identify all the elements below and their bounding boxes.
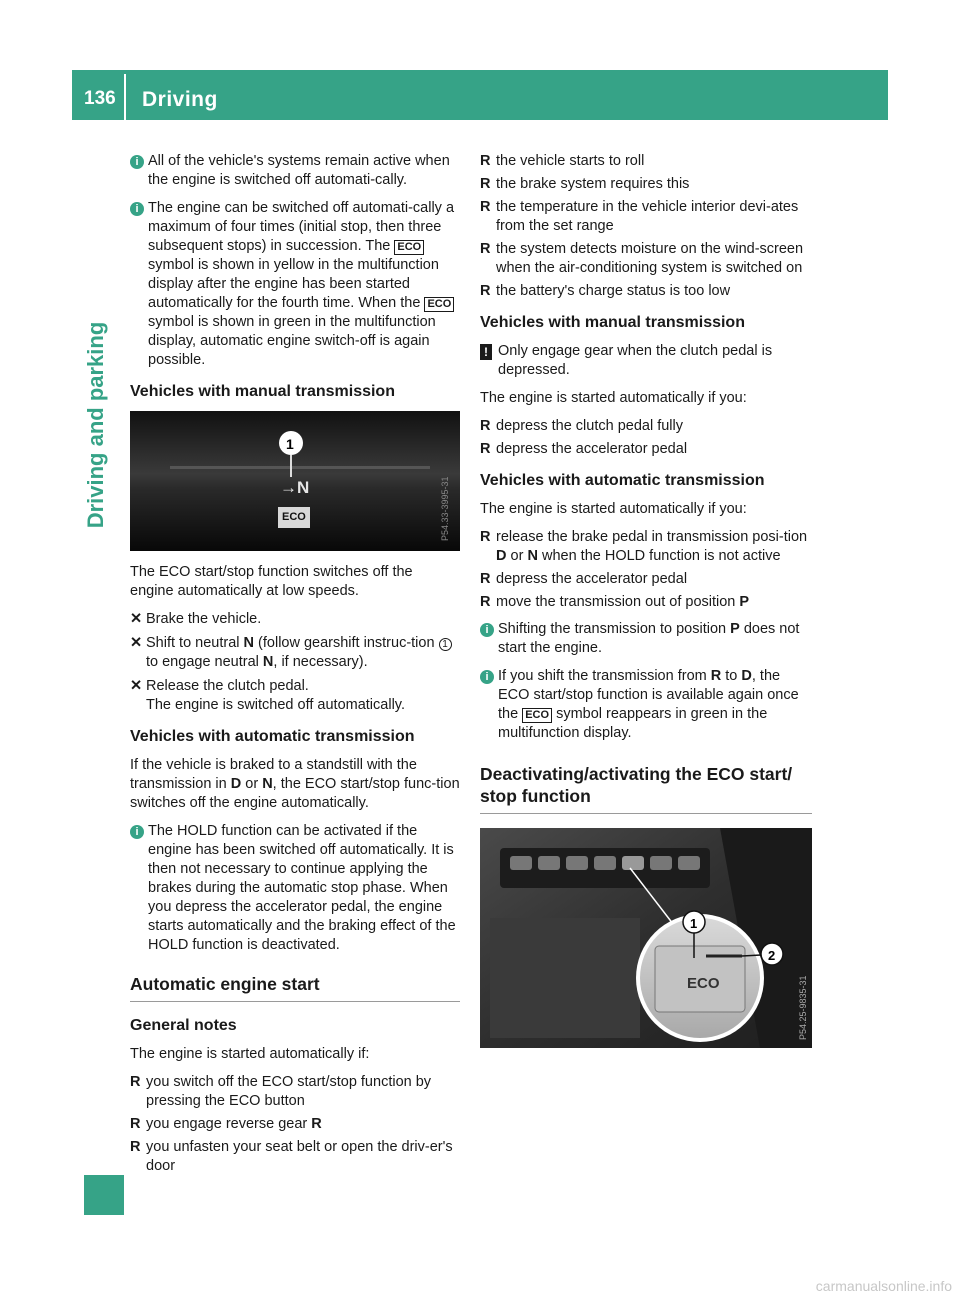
step-text: to engage neutral — [146, 654, 259, 670]
gear-indicator: →N — [280, 478, 310, 497]
list-item — [130, 1115, 460, 1134]
list-text: the brake system requires this — [496, 176, 690, 192]
gear-label: N — [262, 776, 273, 792]
gear-label: P — [730, 621, 740, 637]
info-note — [480, 620, 812, 658]
bullet-icon: R — [480, 153, 491, 169]
list-text: depress the accelerator pedal — [496, 571, 688, 587]
step-arrow-icon: ✕ — [130, 678, 143, 694]
left-column — [130, 152, 460, 1184]
step-item — [130, 677, 460, 715]
page-title: Driving — [142, 88, 218, 111]
list-text: or — [510, 548, 524, 564]
eco-indicator: ECO — [278, 507, 310, 528]
page-number: 136 — [84, 88, 116, 109]
info-text: to — [725, 668, 738, 684]
chapter-tab — [82, 300, 110, 550]
info-text: All of the vehicle's systems remain active when the engine is switched off automati-cally. — [148, 153, 450, 188]
info-text: symbol is shown in green in the multifunction display, automatic engine switch-off is again possible. — [148, 314, 436, 368]
step-list — [130, 610, 460, 715]
list-item — [130, 1073, 460, 1111]
callout-1: 1 — [286, 436, 294, 452]
info-icon: i — [480, 623, 494, 637]
paragraph-text: or — [245, 776, 259, 792]
list-item — [480, 240, 812, 278]
condition-list — [480, 152, 812, 301]
info-text: The HOLD function can be activated if the engine has been switched off automatically. It is then not necessary to continue applying the brakes during the automatic stop phase. When you depress the accelerator pedal, the engine starts automatically and the braking effect of the HOLD function is deactivated. — [148, 823, 456, 953]
list-item — [480, 175, 812, 194]
callout-2: 2 — [768, 948, 776, 963]
right-column — [480, 152, 812, 1060]
step-item — [130, 634, 460, 672]
paragraph — [130, 756, 460, 813]
info-icon: i — [130, 202, 144, 216]
list-item — [480, 440, 812, 459]
gear-label: N — [262, 654, 274, 670]
bullet-icon: R — [130, 1139, 141, 1155]
bullet-icon: R — [130, 1116, 141, 1132]
footer-watermark: carmanualsonline.info — [815, 1278, 952, 1294]
bullet-icon: R — [480, 241, 491, 257]
list-text: the battery's charge status is too low — [496, 283, 731, 299]
step-item — [130, 610, 460, 629]
list-text: when the HOLD function is not active — [541, 548, 781, 564]
list-item — [480, 152, 812, 171]
list-item — [480, 417, 812, 436]
callout-ref: 1 — [439, 638, 452, 651]
info-icon: i — [480, 670, 494, 684]
bullet-icon: R — [480, 529, 491, 545]
gear-label: R — [311, 1116, 322, 1132]
step-result: The engine is switched off automatically. — [146, 697, 405, 713]
eco-symbol: ECO — [522, 708, 552, 723]
section-heading: Vehicles with automatic transmission — [480, 472, 765, 489]
list-text: release the brake pedal in transmission posi-tion — [496, 529, 808, 545]
info-text: symbol is shown in yellow in the multifunction display after the engine has been started automatically for the fourth time. When the — [148, 257, 439, 311]
heading-rule — [480, 813, 812, 814]
info-note — [130, 822, 460, 955]
paragraph: The engine is started automatically if you: — [480, 390, 747, 406]
warning-icon: ! — [480, 344, 492, 360]
gear-label: D — [741, 668, 752, 684]
gear-label: P — [739, 594, 750, 610]
list-text: depress the clutch pedal fully — [496, 418, 683, 434]
info-text: , the ECO start/stop function is available again once the — [498, 668, 799, 722]
paragraph: The engine is started automatically if: — [130, 1046, 370, 1062]
list-item — [480, 282, 812, 301]
bullet-icon: R — [480, 571, 491, 587]
info-note — [130, 199, 460, 370]
section-heading: Vehicles with automatic transmission — [130, 728, 415, 745]
step-text: , if necessary). — [273, 654, 368, 670]
section-heading: Deactivating/activating the ECO start/ stop function — [480, 764, 793, 806]
eco-button-figure — [480, 828, 812, 1048]
section-heading: Vehicles with manual transmission — [130, 383, 395, 400]
paragraph: The engine is started automatically if you: — [480, 501, 747, 517]
condition-list — [130, 1073, 460, 1176]
eco-button-label: ECO — [687, 975, 720, 992]
list-text: the vehicle starts to roll — [496, 153, 645, 169]
list-item — [480, 528, 812, 566]
bullet-icon: R — [480, 283, 491, 299]
figure-code: P54.25-9835-31 — [798, 975, 808, 1040]
step-text: Release the clutch pedal. — [146, 678, 309, 694]
info-icon: i — [130, 155, 144, 169]
step-text: (follow gearshift instruc-tion — [258, 635, 435, 651]
callout-1: 1 — [690, 916, 698, 931]
paragraph-text: , the ECO start/stop func-tion switches off the engine automatically. — [130, 776, 460, 811]
info-note — [130, 152, 460, 190]
info-icon: i — [130, 825, 144, 839]
section-heading: Automatic engine start — [130, 974, 320, 994]
step-text: Brake the vehicle. — [146, 611, 262, 627]
list-text: depress the accelerator pedal — [496, 441, 688, 457]
list-item — [480, 593, 812, 612]
chapter-tab-label: Driving and parking — [83, 321, 108, 529]
condition-list — [480, 417, 812, 459]
section-heading: Vehicles with manual transmission — [480, 314, 745, 331]
header-divider — [124, 74, 126, 120]
list-text: move the transmission out of position — [496, 594, 736, 610]
info-text: If you shift the transmission from — [498, 668, 707, 684]
info-text: does not start the engine. — [498, 621, 800, 656]
info-note — [480, 667, 812, 743]
condition-list — [480, 528, 812, 612]
bullet-icon: R — [480, 418, 491, 434]
heading-rule — [130, 1001, 460, 1002]
gear-label: R — [710, 668, 722, 684]
figure-code: P54.33-3995-31 — [440, 476, 450, 541]
bullet-icon: R — [480, 199, 491, 215]
list-text: you engage reverse gear — [146, 1116, 308, 1132]
step-arrow-icon: ✕ — [130, 611, 143, 627]
bullet-icon: R — [130, 1074, 141, 1090]
list-text: the temperature in the vehicle interior devi-ates from the set range — [496, 199, 799, 234]
eco-symbol: ECO — [424, 297, 454, 312]
gear-label: D — [496, 548, 507, 564]
center-console-image — [480, 828, 812, 1048]
list-item — [480, 570, 812, 589]
bullet-icon: R — [480, 594, 491, 610]
gear-label: D — [230, 776, 242, 792]
display-figure — [130, 411, 460, 551]
list-text: you switch off the ECO start/stop function by pressing the ECO button — [146, 1074, 432, 1109]
step-text: Shift to neutral — [146, 635, 240, 651]
list-text: you unfasten your seat belt or open the driv-er's door — [146, 1139, 453, 1174]
warning-note — [480, 342, 812, 380]
gear-label: N — [243, 635, 255, 651]
info-text: symbol reappears in green in the multifunction display. — [498, 706, 768, 741]
paragraph: The ECO start/stop function switches off the engine automatically at low speeds. — [130, 564, 413, 599]
step-arrow-icon: ✕ — [130, 635, 143, 651]
list-text: the system detects moisture on the wind-screen when the air-conditioning system is switched on — [496, 241, 804, 276]
paragraph-text: If the vehicle is braked to a standstill with the transmission in — [130, 757, 417, 792]
list-item — [480, 198, 812, 236]
chapter-marker — [84, 1175, 124, 1215]
info-text: The engine can be switched off automati-cally a maximum of four times (initial stop, then three subsequent stops) in succession. The — [148, 200, 455, 254]
gear-label: N — [527, 548, 538, 564]
list-item — [130, 1138, 460, 1176]
bullet-icon: R — [480, 441, 491, 457]
subsection-heading: General notes — [130, 1017, 237, 1034]
bullet-icon: R — [480, 176, 491, 192]
eco-symbol: ECO — [394, 240, 424, 255]
info-text: Shifting the transmission to position — [498, 621, 727, 637]
warning-text: Only engage gear when the clutch pedal is depressed. — [498, 343, 773, 378]
